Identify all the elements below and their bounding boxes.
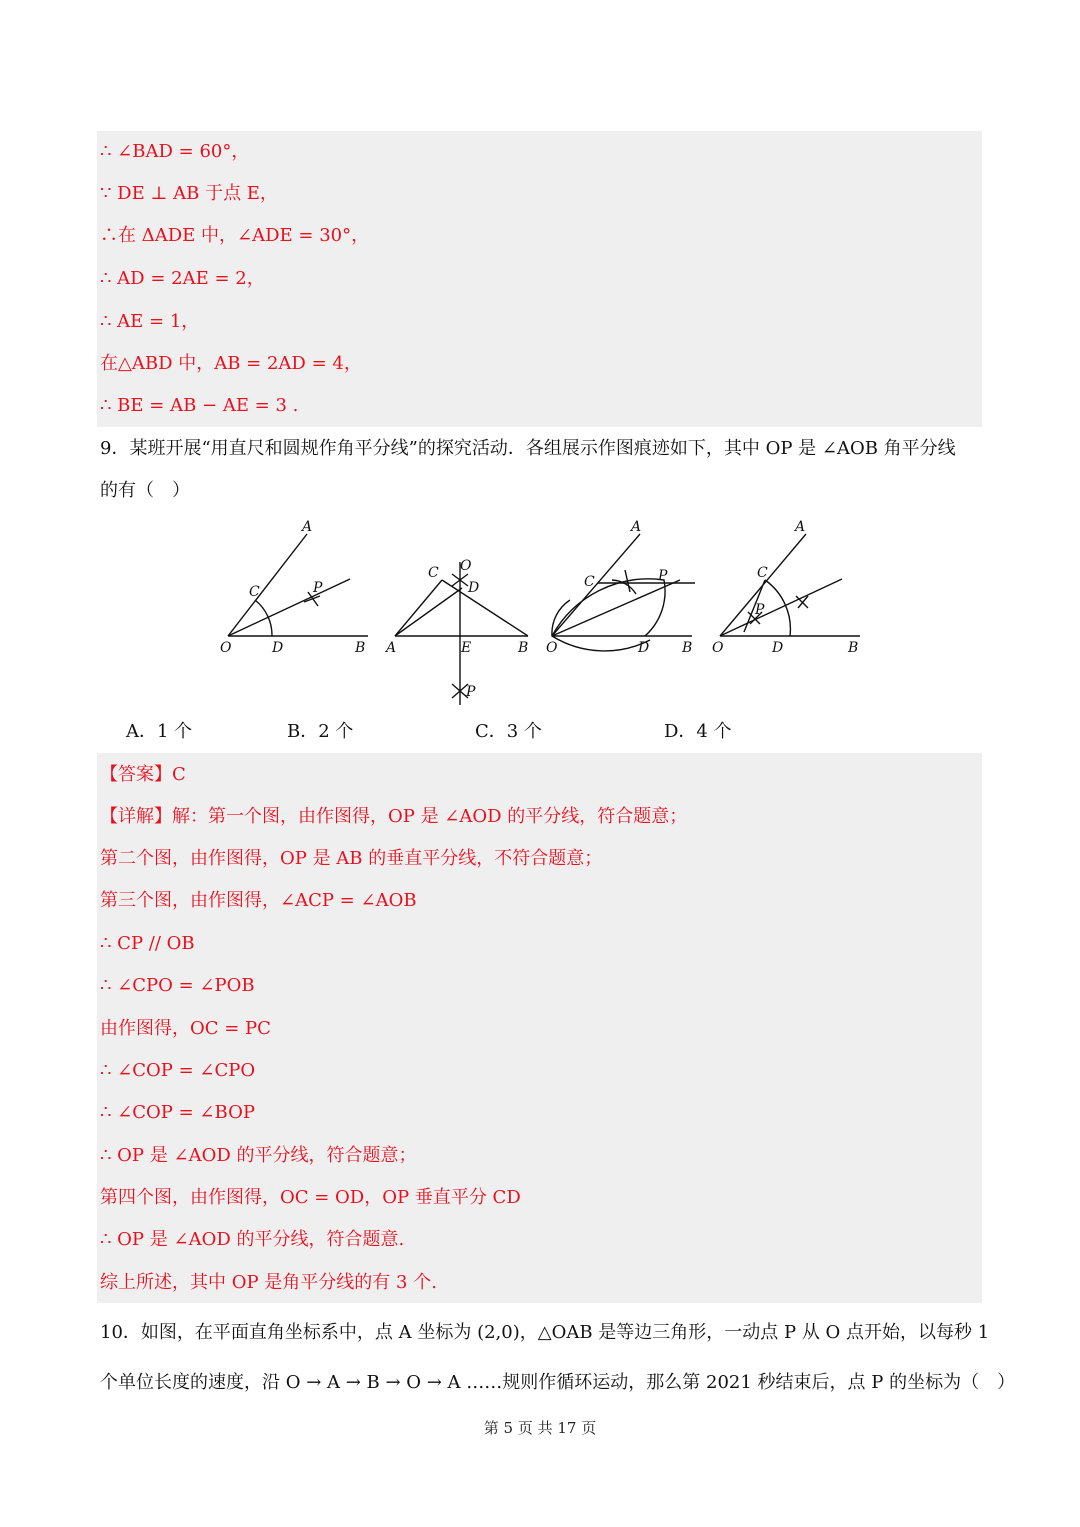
solution-line: ∵ DE ⊥ AB 于点 E， bbox=[100, 183, 278, 204]
option-b: B．2 个 bbox=[287, 721, 354, 742]
solution-line: 在△ABD 中，AB = 2AD = 4， bbox=[100, 353, 362, 374]
explanation-line: ∴ ∠COP = ∠CPO bbox=[100, 1060, 256, 1081]
label-O: O bbox=[220, 640, 232, 656]
figure-4 bbox=[720, 534, 860, 636]
label-E: E bbox=[461, 640, 472, 656]
label-C: C bbox=[249, 584, 260, 600]
explanation-line: ∴ ∠COP = ∠BOP bbox=[100, 1102, 255, 1123]
label-D: D bbox=[772, 640, 784, 656]
page-footer: 第 5 页 共 17 页 bbox=[483, 1419, 597, 1437]
label-A: A bbox=[386, 640, 397, 656]
label-B: B bbox=[848, 640, 859, 656]
explanation-line: 第二个图，由作图得，OP 是 AB 的垂直平分线，不符合题意； bbox=[100, 848, 603, 869]
explanation-line: 【详解】解：第一个图，由作图得，OP 是 ∠AOD 的平分线，符合题意； bbox=[100, 806, 688, 827]
label-B: B bbox=[518, 640, 529, 656]
label-P: P bbox=[466, 684, 476, 700]
explanation-line: 综上所述，其中 OP 是角平分线的有 3 个. bbox=[100, 1272, 437, 1293]
label-C: C bbox=[428, 565, 439, 581]
question-9-figures bbox=[0, 515, 1080, 715]
explanation-line: ∴ CP // OB bbox=[100, 933, 195, 954]
label-C: C bbox=[584, 574, 595, 590]
figure-2 bbox=[395, 562, 528, 705]
figure-3 bbox=[552, 534, 695, 651]
question-10-text-cont: 个单位长度的速度，沿 O → A → B → O → A ……规则作循环运动，那么第 2021 秒结束后，点 P 的坐标为（ ） bbox=[100, 1372, 1016, 1393]
label-D: D bbox=[272, 640, 284, 656]
explanation-line: ∴ ∠CPO = ∠POB bbox=[100, 975, 255, 996]
option-d: D．4 个 bbox=[664, 721, 732, 742]
label-D: D bbox=[638, 640, 650, 656]
explanation-line: 第三个图，由作图得，∠ACP = ∠AOB bbox=[100, 890, 417, 911]
label-C: C bbox=[757, 565, 768, 581]
question-10-text: 10．如图，在平面直角坐标系中，点 A 坐标为 (2,0)，△OAB 是等边三角形，一动点 P 从 O 点开始，以每秒 1 bbox=[100, 1322, 990, 1343]
label-B: B bbox=[682, 640, 693, 656]
label-P: P bbox=[658, 568, 668, 584]
option-c: C．3 个 bbox=[475, 721, 542, 742]
label-A: A bbox=[795, 519, 806, 535]
solution-line: ∴ ∠BAD = 60°， bbox=[100, 141, 250, 162]
label-D: D bbox=[468, 580, 480, 596]
label-A: A bbox=[631, 519, 642, 535]
label-B: B bbox=[355, 640, 366, 656]
option-a: A．1 个 bbox=[126, 721, 193, 742]
explanation-line: ∴ OP 是 ∠AOD 的平分线，符合题意. bbox=[100, 1229, 405, 1250]
explanation-line: ∴ OP 是 ∠AOD 的平分线，符合题意； bbox=[100, 1145, 417, 1166]
question-9-text: 9．某班开展“用直尺和圆规作角平分线”的探究活动．各组展示作图痕迹如下，其中 OP 是 ∠AOB 角平分线 bbox=[100, 438, 956, 459]
label-P: P bbox=[313, 580, 323, 596]
label-O: O bbox=[546, 640, 558, 656]
label-A: A bbox=[302, 519, 313, 535]
label-P: P bbox=[755, 602, 765, 618]
explanation-line: 第四个图，由作图得，OC = OD，OP 垂直平分 CD bbox=[100, 1187, 521, 1208]
label-O: O bbox=[712, 640, 724, 656]
solution-line: ∴ AE = 1， bbox=[100, 311, 200, 332]
solution-line: ∴ AD = 2AE = 2， bbox=[100, 268, 265, 289]
question-9-text-cont: 的有（ ） bbox=[100, 480, 190, 501]
solution-line: ∴ BE = AB − AE = 3 . bbox=[100, 395, 299, 416]
solution-line: ∴在 ΔADE 中，∠ADE = 30°， bbox=[100, 225, 370, 246]
explanation-line: 由作图得，OC = PC bbox=[100, 1018, 271, 1039]
answer-label: 【答案】C bbox=[100, 764, 186, 785]
label-O: O bbox=[460, 558, 472, 574]
